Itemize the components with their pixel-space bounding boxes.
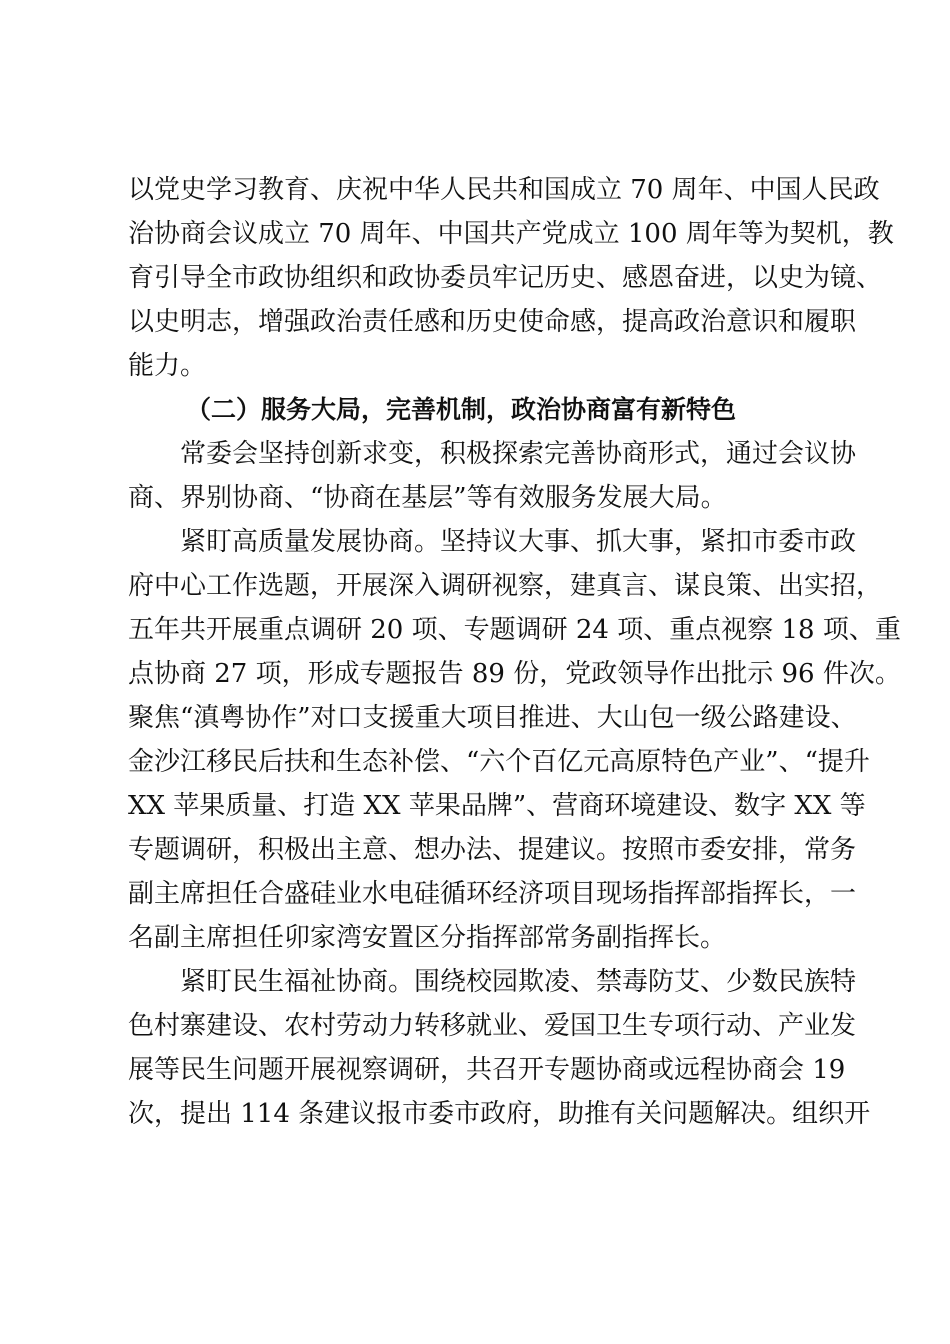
text-line: 五年共开展重点调研 20 项、专题调研 24 项、重点视察 18 项、重 [128,615,901,645]
text-line: 色村寨建设、农村劳动力转移就业、爱国卫生专项行动、产业发 [128,1011,857,1041]
text-line: 府中心工作选题，开展深入调研视察，建真言、谋良策、出实招， [128,571,883,601]
text-line: 金沙江移民后扶和生态补偿、“六个百亿元高原特色产业”、“提升 [128,747,870,777]
text-line: 聚焦“滇粤协作”对口支援重大项目推进、大山包一级公路建设、 [128,703,857,733]
text-line: 点协商 27 项，形成专题报告 89 份，党政领导作出批示 96 件次。 [128,659,901,689]
text-line: 展等民生问题开展视察调研，共召开专题协商或远程协商会 19 [128,1055,846,1085]
section-heading: （二）服务大局，完善机制，政治协商富有新特色 [186,395,737,424]
text-line: 副主席担任合盛硅业水电硅循环经济项目现场指挥部指挥长，一 [128,879,857,909]
text-line: 以党史学习教育、庆祝中华人民共和国成立 70 周年、中国人民政 [128,175,880,205]
text-line: 以史明志，增强政治责任感和历史使命感，提高政治意识和履职 [128,307,857,337]
text-line: 紧盯高质量发展协商。坚持议大事、抓大事，紧扣市委市政 [180,527,857,557]
text-line: 治协商会议成立 70 周年、中国共产党成立 100 周年等为契机，教 [128,219,894,249]
text-line: 专题调研，积极出主意、想办法、提建议。按照市委安排，常务 [128,835,857,865]
text-line: XX 苹果质量、打造 XX 苹果品牌”、营商环境建设、数字 XX 等 [128,791,866,821]
text-line: 紧盯民生福祉协商。围绕校园欺凌、禁毒防艾、少数民族特 [180,967,857,997]
text-line: 能力。 [128,351,207,381]
text-line: 次，提出 114 条建议报市委市政府，助推有关问题解决。组织开 [128,1099,871,1129]
body-text [128,168,901,1136]
text-line: 名副主席担任卯家湾安置区分指挥部常务副指挥长。 [128,923,727,953]
text-line: 育引导全市政协组织和政协委员牢记历史、感恩奋进，以史为镜、 [128,263,883,293]
text-line: 常委会坚持创新求变，积极探索完善协商形式，通过会议协 [180,439,857,469]
text-line: 商、界别协商、“协商在基层”等有效服务发展大局。 [128,483,727,513]
